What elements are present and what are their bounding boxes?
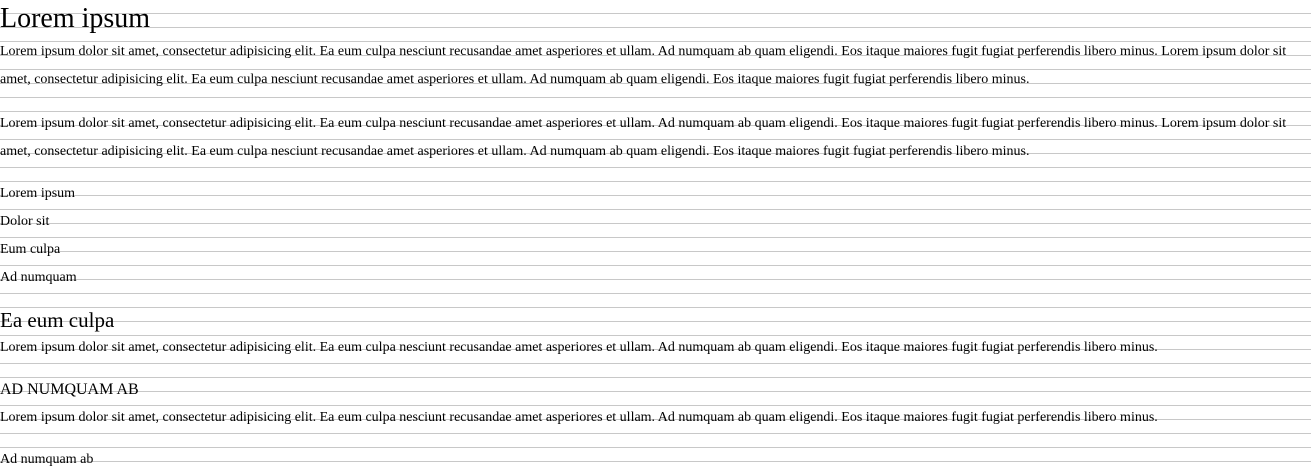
list-item: Ad numquam: [0, 270, 77, 285]
section-heading: Ea eum culpa: [0, 308, 115, 332]
page-title: Lorem ipsum: [0, 3, 151, 34]
list-item: Dolor sit: [0, 214, 50, 229]
paragraph-1: [0, 38, 1311, 94]
paragraph-2: [0, 110, 1311, 166]
list-item: Lorem ipsum: [0, 186, 76, 201]
paragraph-4: Lorem ipsum dolor sit amet, consectetur adipisicing elit. Ea eum culpa nesciunt recusandae amet asperiores et ullam. Ad numquam ab quam eligendi. Eos itaque maiores fugit fugiat perferendis libero minus.: [0, 410, 1158, 425]
paragraph-2-line-2: amet, consectetur adipisicing elit. Ea eum culpa nesciunt recusandae amet asperiores et ullam. Ad numquam ab quam eligendi. Eos itaque maiores fugit fugiat perferendis libero minus.: [0, 144, 1030, 159]
section-subheading: AD NUMQUAM AB: [0, 381, 139, 398]
paragraph-2-line-1: Lorem ipsum dolor sit amet, consectetur adipisicing elit. Ea eum culpa nesciunt recusandae amet asperiores et ullam. Ad numquam ab quam eligendi. Eos itaque maiores fugit fugiat perferendis libero minus. Lorem ipsum dolor sit: [0, 116, 1287, 131]
item-list: [0, 180, 77, 292]
paragraph-1-line-2: amet, consectetur adipisicing elit. Ea eum culpa nesciunt recusandae amet asperiores et ullam. Ad numquam ab quam eligendi. Eos itaque maiores fugit fugiat perferendis libero minus.: [0, 72, 1030, 87]
section-minor-heading: Ad numquam ab: [0, 452, 94, 467]
paragraph-3: Lorem ipsum dolor sit amet, consectetur adipisicing elit. Ea eum culpa nesciunt recusandae amet asperiores et ullam. Ad numquam ab quam eligendi. Eos itaque maiores fugit fugiat perferendis libero minus.: [0, 340, 1158, 355]
list-item: Eum culpa: [0, 242, 61, 257]
paragraph-1-line-1: Lorem ipsum dolor sit amet, consectetur adipisicing elit. Ea eum culpa nesciunt recusandae amet asperiores et ullam. Ad numquam ab quam eligendi. Eos itaque maiores fugit fugiat perferendis libero minus. Lorem ipsum dolor sit: [0, 44, 1287, 59]
